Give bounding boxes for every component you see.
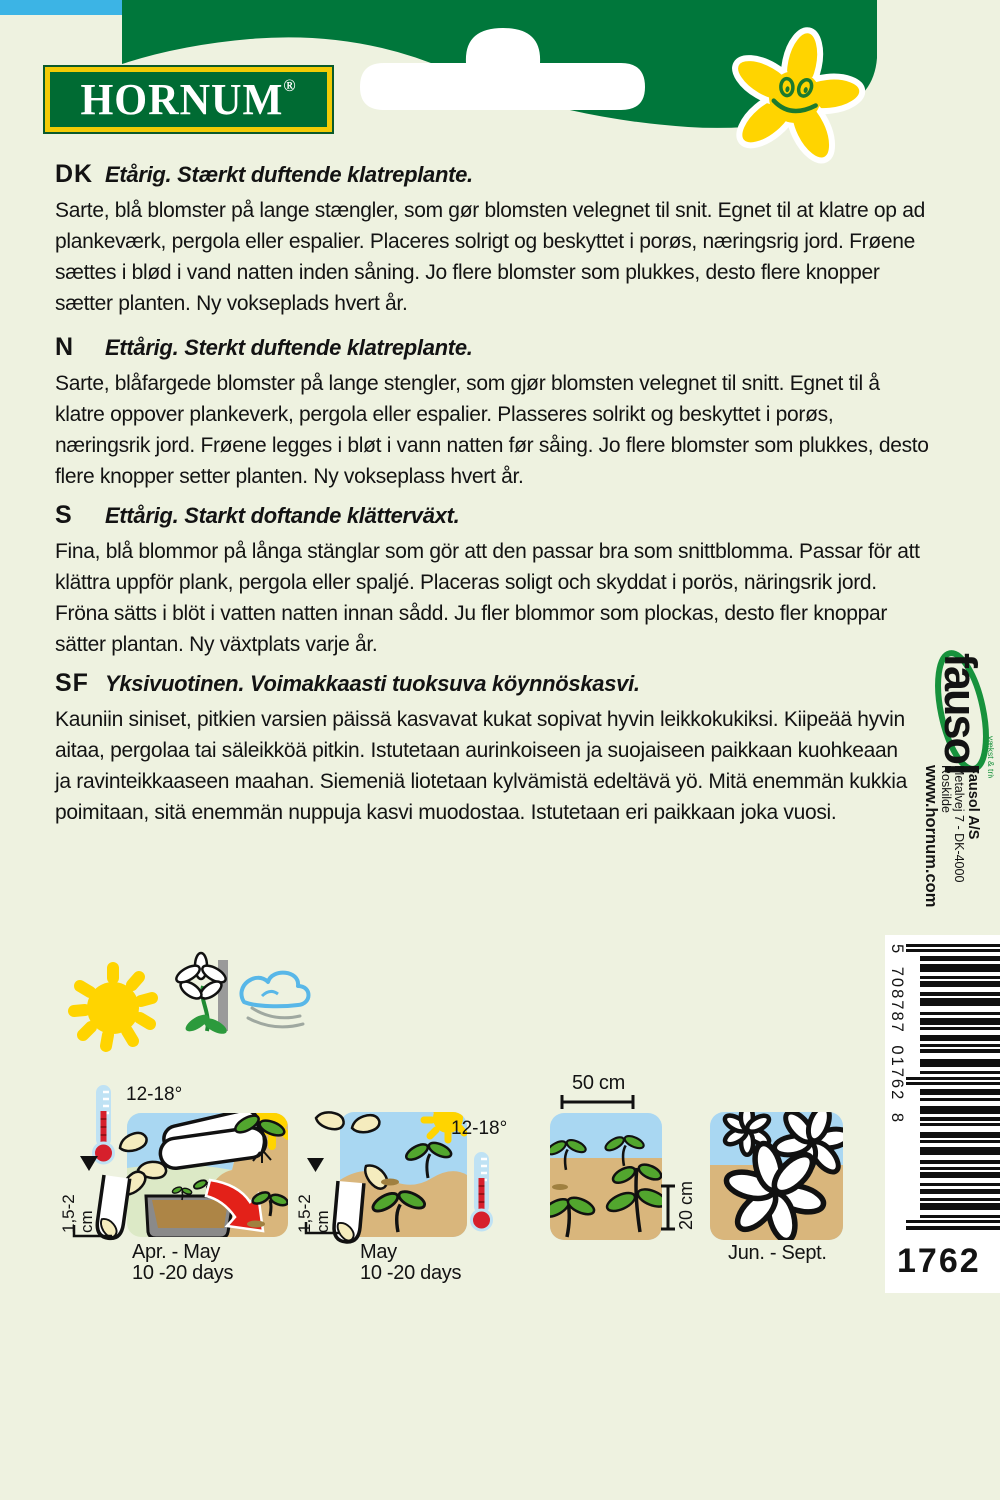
indoor-period-label: Apr. - May bbox=[132, 1241, 221, 1263]
seed-depth-tube-1 bbox=[95, 1175, 130, 1241]
indoor-depth-label: 1,5-2 cm bbox=[59, 1194, 96, 1233]
section-body: Fina, blå blommor på långa stänglar som gör att den passar bra som snittblomma. Passar för att klättra uppför plank, pergola eller spaljé. Placeras soligt och skyddat i porös, näringsrik jord. Fröna sätts i blöt i vatten natten innan sådd. Ju fler blommor som plockas, desto fler knoppar sätter plantan. Ny växtplats varje år. bbox=[55, 540, 920, 656]
outdoor-germination-label: 10 -20 days bbox=[360, 1262, 462, 1284]
section-sf bbox=[55, 669, 931, 828]
section-title: Yksivuotinen. Voimakkaasti tuoksuva köynnöskasvi. bbox=[105, 671, 640, 696]
section-body: Sarte, blåfargede blomster på lange stengler, som gjør blomsten velegnet til snitt. Egnet til å klatre oppover plankeverk, pergola eller espalier. Plasseres solrikt og beskyttet i porøs, næringsrik jord. Frøene legges i bløt i vann natten før såing. Jo flere blomster som plukkes, desto flere knopper setter planten. Ny vokseplass hvert år. bbox=[55, 372, 929, 488]
depth-marker-2 bbox=[307, 1158, 324, 1172]
plant-height-label: 20 cm bbox=[676, 1180, 696, 1230]
blue-accent-strip bbox=[0, 0, 122, 15]
section-code: S bbox=[55, 501, 73, 529]
fausol-logo-text: fausol bbox=[935, 653, 986, 774]
section-title: Etårig. Stærkt duftende klatreplante. bbox=[105, 162, 473, 187]
flowering-period-label: Jun. - Sept. bbox=[728, 1242, 827, 1264]
publisher-street: Metalvej 7 - DK-4000 Roskilde bbox=[938, 765, 966, 883]
wind-cloud-icon bbox=[241, 973, 308, 1027]
fausol-logo bbox=[922, 648, 1000, 778]
section-dk bbox=[55, 160, 931, 319]
indoor-germination-label: 10 -20 days bbox=[132, 1262, 234, 1284]
registered-mark: ® bbox=[283, 76, 297, 95]
shelter-icon bbox=[174, 953, 309, 1037]
section-body: Sarte, blå blomster på lange stængler, som gør blomsten velegnet til snit. Egnet til at klatre op ad plankeværk, pergola eller espalier. Placeres solrigt og beskyttet i porøs, næringsrig jord. Frøene sættes i blød i vand natten inden såning. Jo flere blomster som plukkes, desto flere knopper sætter planten. Ny vokseplads hvert år. bbox=[55, 199, 925, 315]
panel-sow-indoors bbox=[74, 1085, 289, 1241]
section-code: SF bbox=[55, 669, 89, 697]
section-title: Ettårig. Starkt doftande klätterväxt. bbox=[105, 503, 460, 528]
outdoor-temperature-label: 12-18° bbox=[451, 1118, 508, 1139]
panel-flowering bbox=[710, 1096, 856, 1252]
hornum-logo bbox=[45, 67, 332, 132]
fausol-tagline: vækst & trivsel bbox=[986, 736, 996, 778]
publisher-company: Fausol A/S bbox=[965, 765, 981, 840]
section-code: DK bbox=[55, 160, 94, 188]
indoor-temperature-label: 12-18° bbox=[126, 1084, 183, 1105]
row-distance-measure bbox=[562, 1095, 633, 1109]
item-code: 1762 bbox=[897, 1242, 981, 1280]
outdoor-depth-label: 1,5-2 cm bbox=[295, 1194, 332, 1233]
row-distance-label: 50 cm bbox=[572, 1072, 625, 1094]
hornum-logo-text: HORNUM® bbox=[80, 75, 297, 124]
barcode-bars bbox=[906, 944, 1000, 1236]
section-s bbox=[55, 501, 931, 660]
panel-spacing bbox=[541, 1095, 675, 1240]
publisher-address bbox=[921, 765, 981, 915]
sun-icon bbox=[74, 968, 152, 1046]
outdoor-period-label: May bbox=[360, 1241, 397, 1263]
section-title: Ettårig. Sterkt duftende klatreplante. bbox=[105, 335, 473, 360]
depth-marker-1 bbox=[80, 1156, 98, 1171]
seed-depth-tube-2 bbox=[333, 1181, 364, 1244]
section-code: N bbox=[55, 333, 75, 361]
barcode-number: 5 708787 01762 8 bbox=[888, 944, 906, 1125]
section-n bbox=[55, 333, 931, 492]
publisher-website: www.hornum.com bbox=[921, 765, 940, 908]
section-body: Kauniin siniset, pitkien varsien päissä kasvavat kukat sopivat hyvin leikkokukiksi. Kiipeää hyvin aitaa, pergolaa tai säleikköä pitkin. Istutetaan aurinkoiseen ja suojaiseen paikkaan kuohkeaan ja ravinteikkaaseen maahan. Siemeniä liotetaan kylvämistä edeltävä yö. Mitä enemmän kukkia poimitaan, sitä enemmän nuppuja kasvi muodostaa. Istutetaan eri paikkaan joka vuosi. bbox=[55, 708, 907, 824]
plant-height-measure bbox=[661, 1186, 675, 1229]
